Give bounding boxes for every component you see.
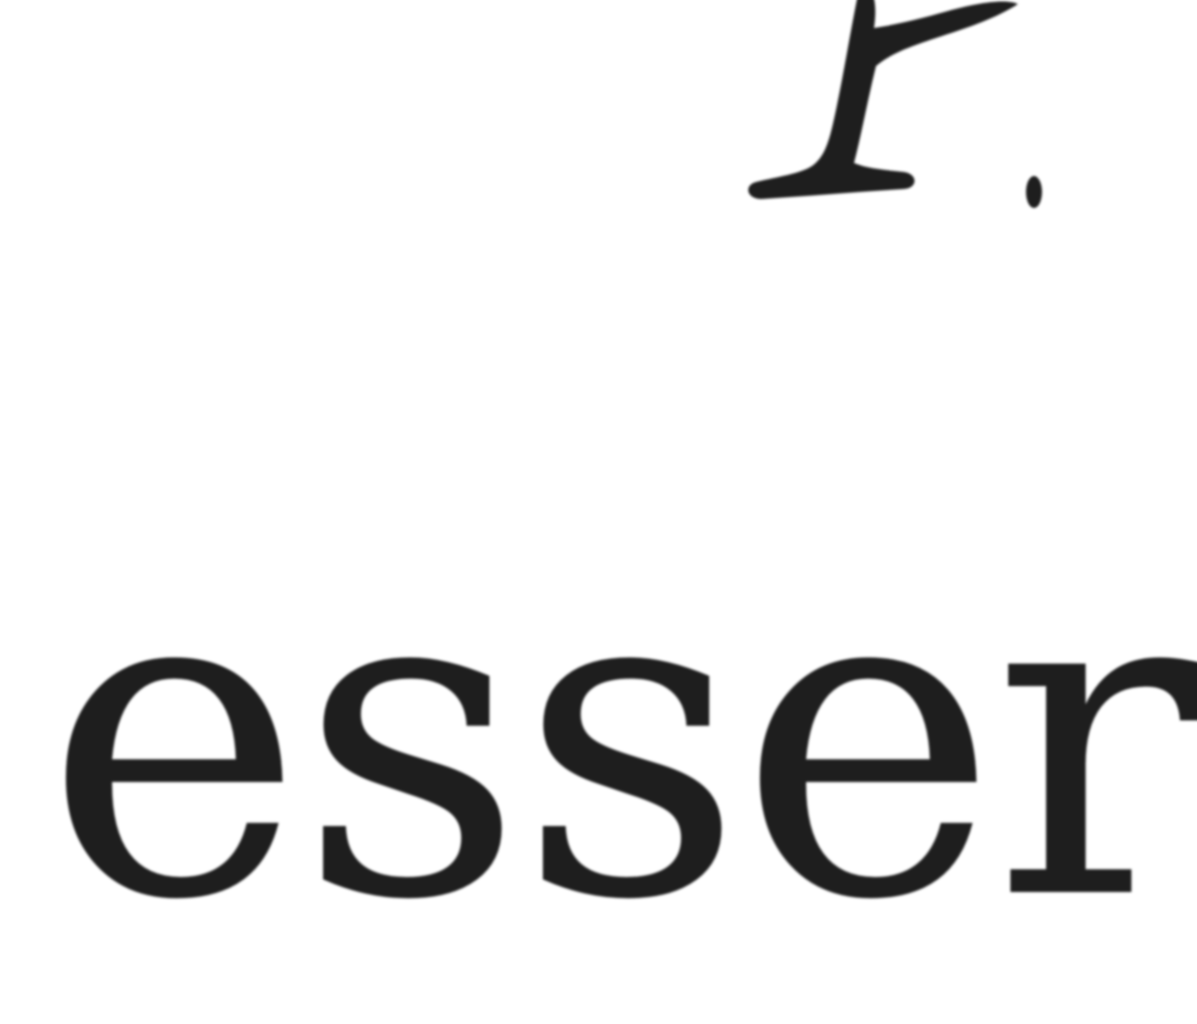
partial-glyph-fragment — [700, 0, 1040, 240]
body-text-line: esser — [44, 484, 1197, 996]
